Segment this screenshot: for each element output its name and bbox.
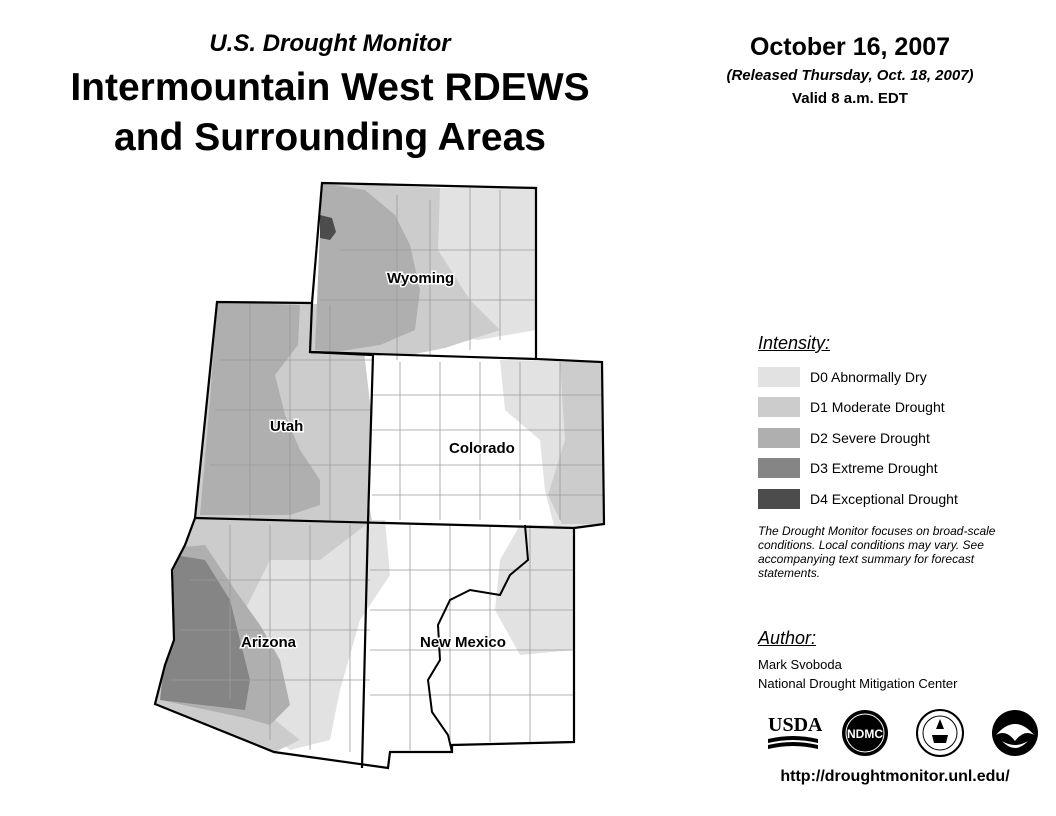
state-label-colorado: Colorado (449, 440, 515, 457)
legend-item-d0 (758, 366, 927, 388)
release-date: (Released Thursday, Oct. 18, 2007) (726, 67, 974, 84)
website-url[interactable]: http://droughtmonitor.unl.edu/ (780, 768, 1010, 785)
state-label-utah: Utah (270, 418, 304, 435)
commerce-seal-logo (917, 710, 963, 756)
state-label-wyoming: Wyoming (387, 270, 455, 287)
author-name: Mark Svoboda (758, 657, 842, 672)
map-date: October 16, 2007 (749, 33, 951, 61)
legend-swatch-d4 (758, 489, 800, 509)
legend-item-d4 (758, 488, 958, 510)
legend-title: Intensity: (758, 333, 831, 353)
legend-label-d3: D3 Extreme Drought (810, 460, 938, 476)
map-title-line2: and Surrounding Areas (114, 116, 546, 159)
map-title-line1: Intermountain West RDEWS (70, 66, 590, 109)
usda-logo-text: USDA (768, 714, 823, 736)
legend-item-d2 (758, 427, 930, 449)
author-title: Author: (758, 628, 817, 648)
legend-label-d0: D0 Abnormally Dry (810, 369, 927, 385)
ndmc-logo-text: NDMC (847, 727, 883, 741)
legend-swatch-d2 (758, 428, 800, 448)
partner-logos (760, 705, 1050, 761)
legend-note: The Drought Monitor focuses on broad-scale conditions. Local conditions may vary. See accompanying text summary for forecast statements. (758, 524, 996, 580)
author-organization: National Drought Mitigation Center (758, 676, 958, 691)
legend-swatch-d1 (758, 397, 800, 417)
usda-logo (768, 714, 823, 749)
legend-label-d2: D2 Severe Drought (810, 430, 930, 446)
state-label-arizona: Arizona (241, 634, 297, 651)
valid-time: Valid 8 a.m. EDT (792, 90, 908, 107)
noaa-logo (992, 710, 1038, 756)
state-label-new-mexico: New Mexico (420, 634, 506, 651)
legend-item-d3 (758, 457, 938, 479)
legend-swatch-d3 (758, 458, 800, 478)
legend-label-d4: D4 Exceptional Drought (810, 491, 958, 507)
legend-item-d1 (758, 396, 945, 418)
legend-swatch-d0 (758, 367, 800, 387)
legend-label-d1: D1 Moderate Drought (810, 399, 945, 415)
monitor-subtitle: U.S. Drought Monitor (209, 30, 451, 57)
ndmc-logo (842, 710, 888, 756)
